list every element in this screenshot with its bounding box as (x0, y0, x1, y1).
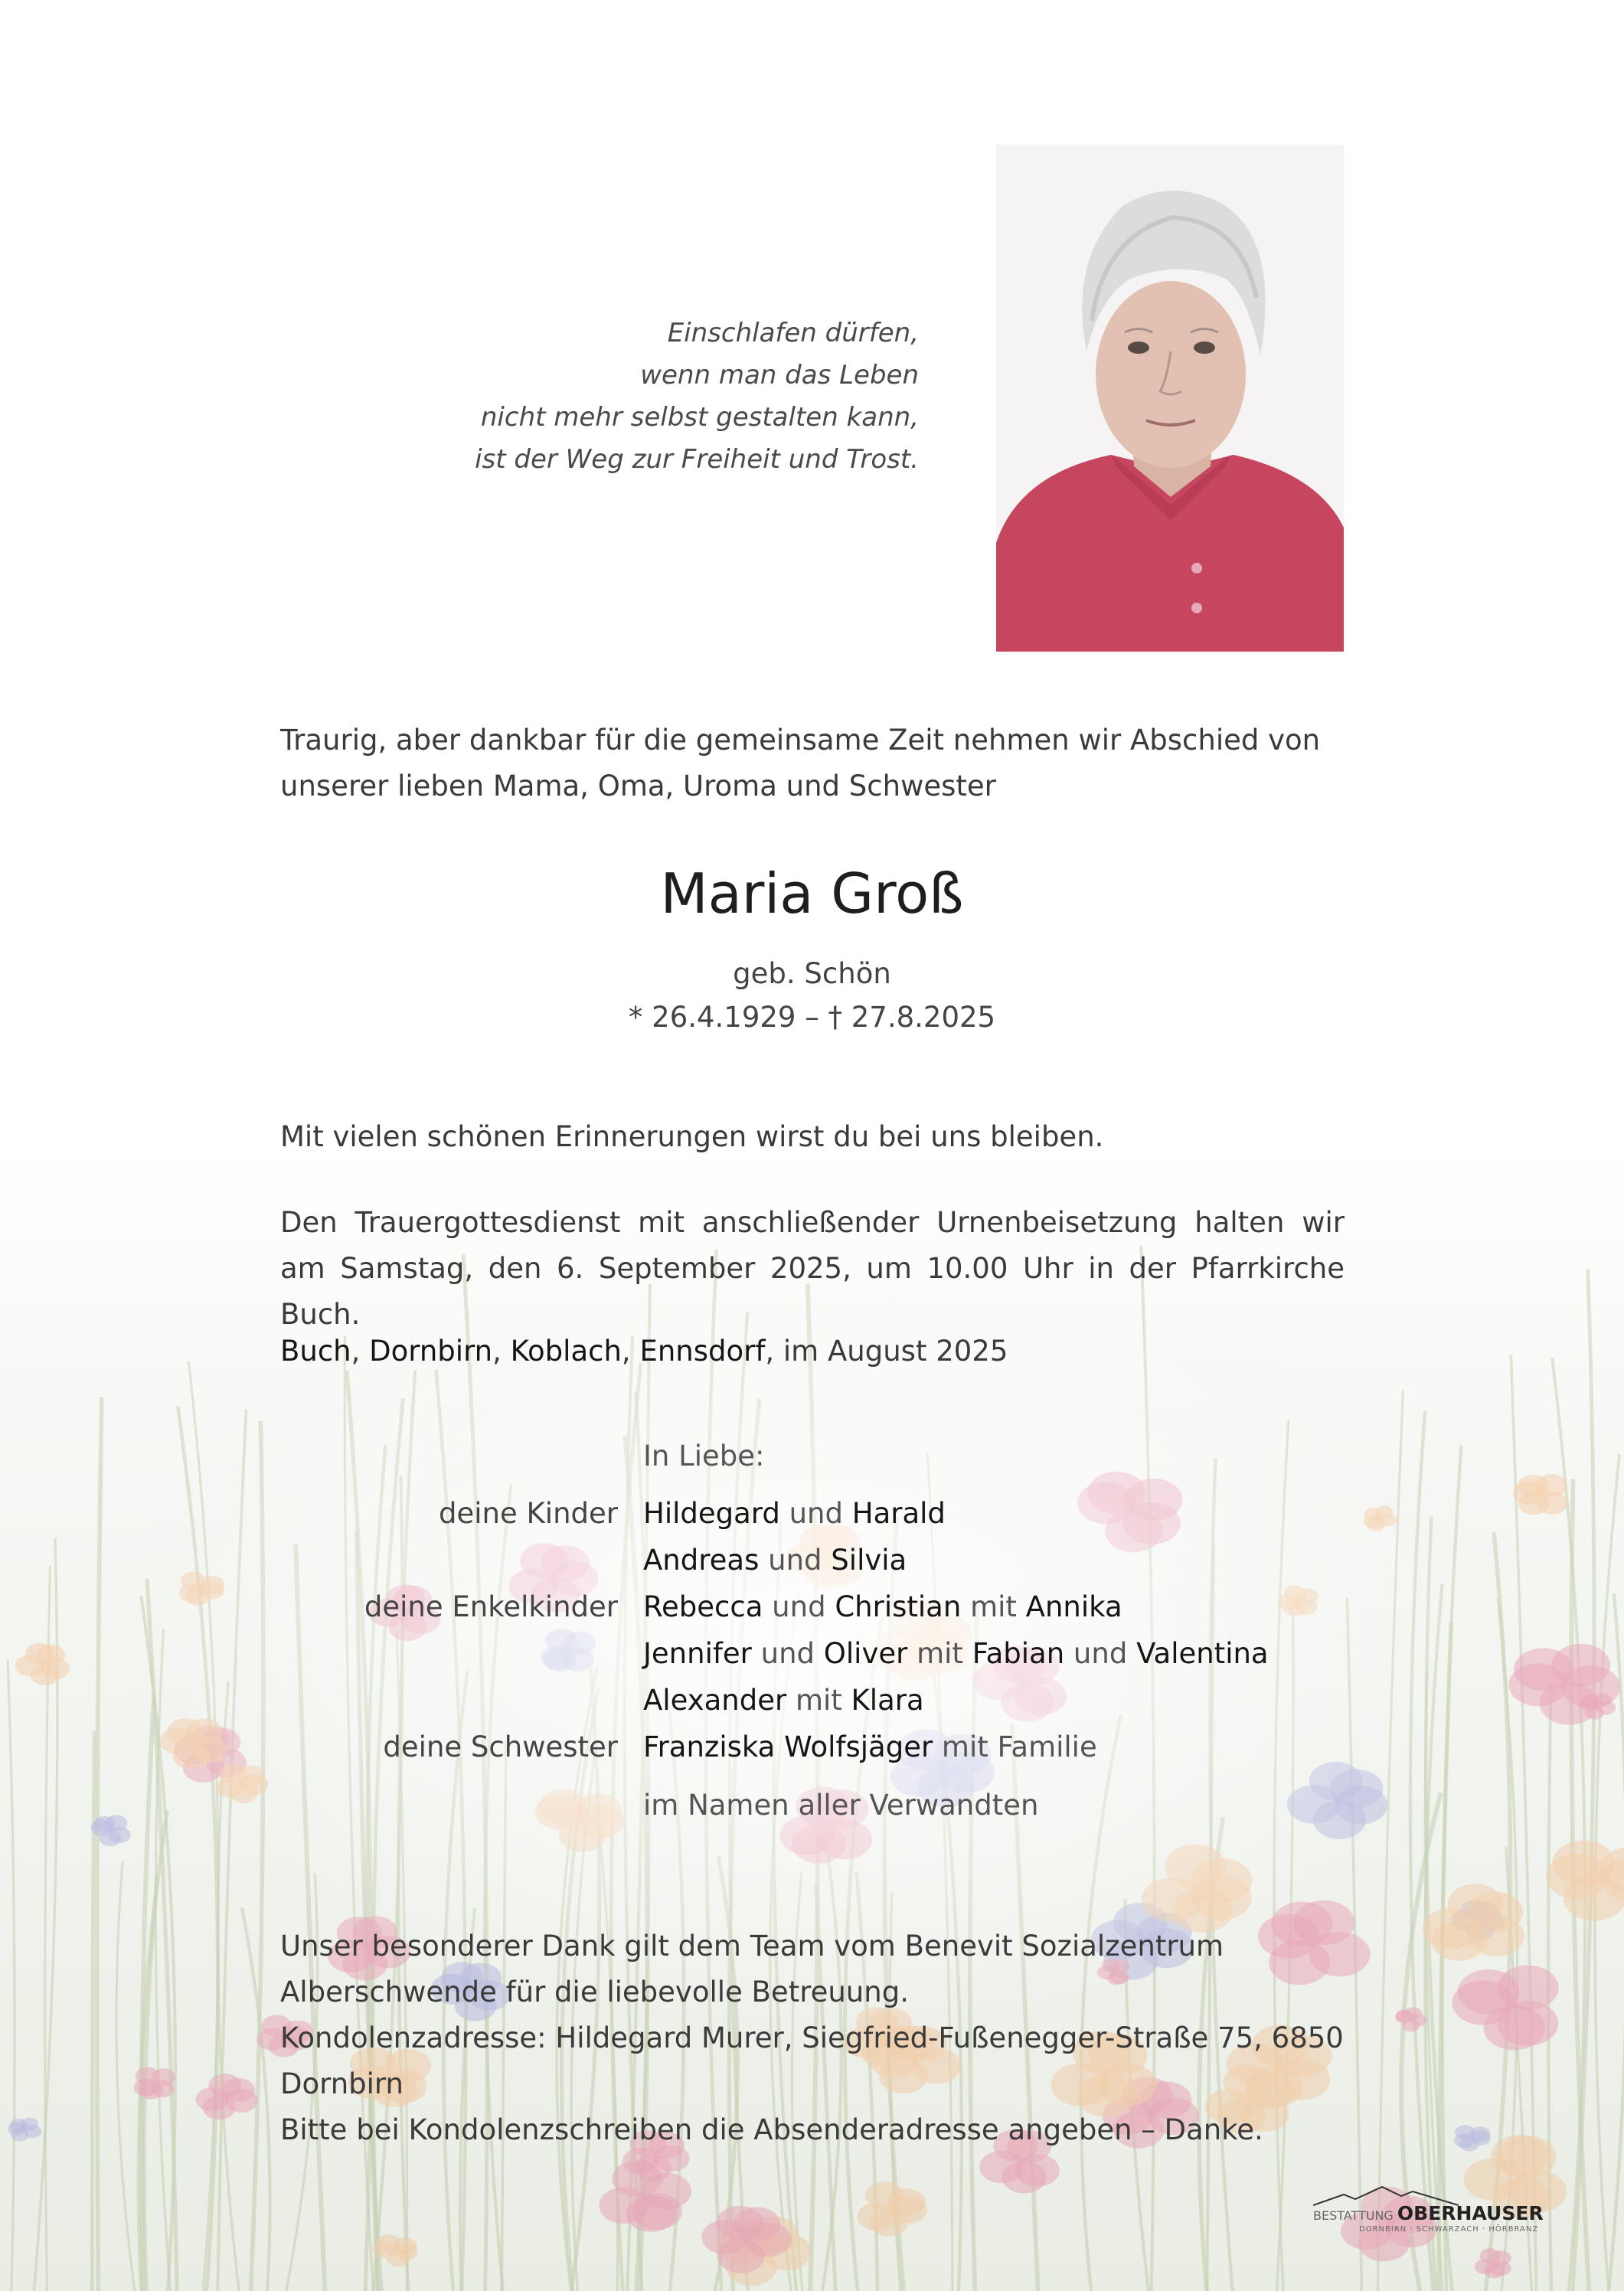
place-name: Dornbirn (369, 1335, 493, 1368)
memory-text: Mit vielen schönen Erinnerungen wirst du bei uns bleiben. (280, 1120, 1104, 1153)
logo-prefix: BESTATTUNG (1313, 2208, 1394, 2223)
relative-name: Klara (851, 1684, 924, 1717)
funeral-home-logo (1313, 2184, 1566, 2237)
quote (429, 312, 919, 481)
relative-label: deine Enkelkinder (364, 1590, 618, 1623)
relative-name: Andreas (643, 1544, 760, 1577)
quote-line: wenn man das Leben (640, 360, 919, 391)
relative-connector: mit (961, 1590, 1026, 1623)
places-suffix: , im August 2025 (765, 1335, 1008, 1368)
relative-name: Valentina (1136, 1637, 1269, 1670)
relative-line (643, 1544, 907, 1577)
condolence-note: Bitte bei Kondolenzschreiben die Absenderadresse angeben – Danke. (280, 2113, 1263, 2146)
relative-name: Oliver (823, 1637, 908, 1670)
thanks-text: Unser besonderer Dank gilt dem Team vom Benevit Sozialzentrum Alberschwende für die liebevolle Betreuung. (280, 1930, 1224, 2008)
in-love-heading: In Liebe: (643, 1440, 765, 1472)
life-dates: * 26.4.1929 – † 27.8.2025 (628, 1001, 996, 1034)
relative-connector: mit Familie (933, 1731, 1097, 1763)
relative-connector: und (763, 1590, 835, 1623)
relative-name: Jennifer (643, 1637, 752, 1670)
relative-label: deine Schwester (383, 1731, 618, 1763)
relative-line (643, 1731, 1097, 1763)
place-name: Buch (280, 1335, 351, 1368)
relative-line (643, 1684, 924, 1717)
deceased-name: Maria Groß (660, 861, 964, 926)
relative-connector: und (751, 1637, 824, 1670)
place-name: Koblach (510, 1335, 622, 1368)
service-text: Den Trauergottesdienst mit anschließender Urnenbeisetzung halten wir am Samstag, den 6. September 2025, um 10.00 Uhr in der Pfarrkirche Buch. (280, 1206, 1345, 1331)
relative-label: deine Kinder (439, 1497, 618, 1530)
relative-name: Annika (1025, 1590, 1122, 1623)
relative-name: Silvia (831, 1544, 907, 1577)
flower-blossom (1513, 1474, 1568, 1515)
place-sep: , (351, 1335, 370, 1368)
relative-name: Rebecca (643, 1590, 763, 1623)
relative-name: Alexander (643, 1684, 787, 1717)
relative-line (643, 1590, 1122, 1623)
place-sep: , (492, 1335, 511, 1368)
relative-line (643, 1637, 1269, 1670)
flower-blossom (134, 2067, 176, 2099)
relative-name: Christian (835, 1590, 962, 1623)
relative-name: Fabian (972, 1637, 1065, 1670)
intro-text: Traurig, aber dankbar für die gemeinsame Zeit nehmen wir Abschied von unserer lieben Mama, Oma, Uroma und Schwester (280, 724, 1321, 802)
flower-stem (92, 1731, 94, 2291)
logo-name (1313, 2202, 1544, 2224)
quote-line: ist der Weg zur Freiheit und Trost. (475, 444, 919, 475)
logo-locations: DORNBIRN · SCHWARZACH · HÖRBRANZ (1359, 2225, 1539, 2234)
relative-name: Harald (851, 1497, 946, 1530)
condolence-address: Kondolenzadresse: Hildegard Murer, Siegfried-Fußenegger-Straße 75, 6850 Dornbirn (280, 2021, 1344, 2100)
relative-connector: und (1064, 1637, 1137, 1670)
relative-connector: mit (786, 1684, 851, 1717)
portrait-photo (996, 145, 1344, 652)
birth-name: geb. Schön (733, 957, 891, 990)
places-line (280, 1329, 1345, 1374)
quote-line: nicht mehr selbst gestalten kann, (480, 402, 919, 433)
thanks-block (280, 1923, 1352, 2153)
logo-brand: OBERHAUSER (1397, 2202, 1544, 2224)
place-sep: , (621, 1335, 640, 1368)
closing-relatives: im Namen aller Verwandten (643, 1789, 1039, 1822)
place-name: Ennsdorf (639, 1335, 766, 1368)
quote-line: Einschlafen dürfen, (667, 318, 919, 348)
relative-connector: und (759, 1544, 832, 1577)
relative-connector: und (779, 1497, 852, 1530)
relative-name: Hildegard (643, 1497, 780, 1530)
relative-connector: mit (907, 1637, 972, 1670)
relative-line (643, 1497, 946, 1530)
relative-name: Franziska Wolfsjäger (643, 1731, 933, 1763)
